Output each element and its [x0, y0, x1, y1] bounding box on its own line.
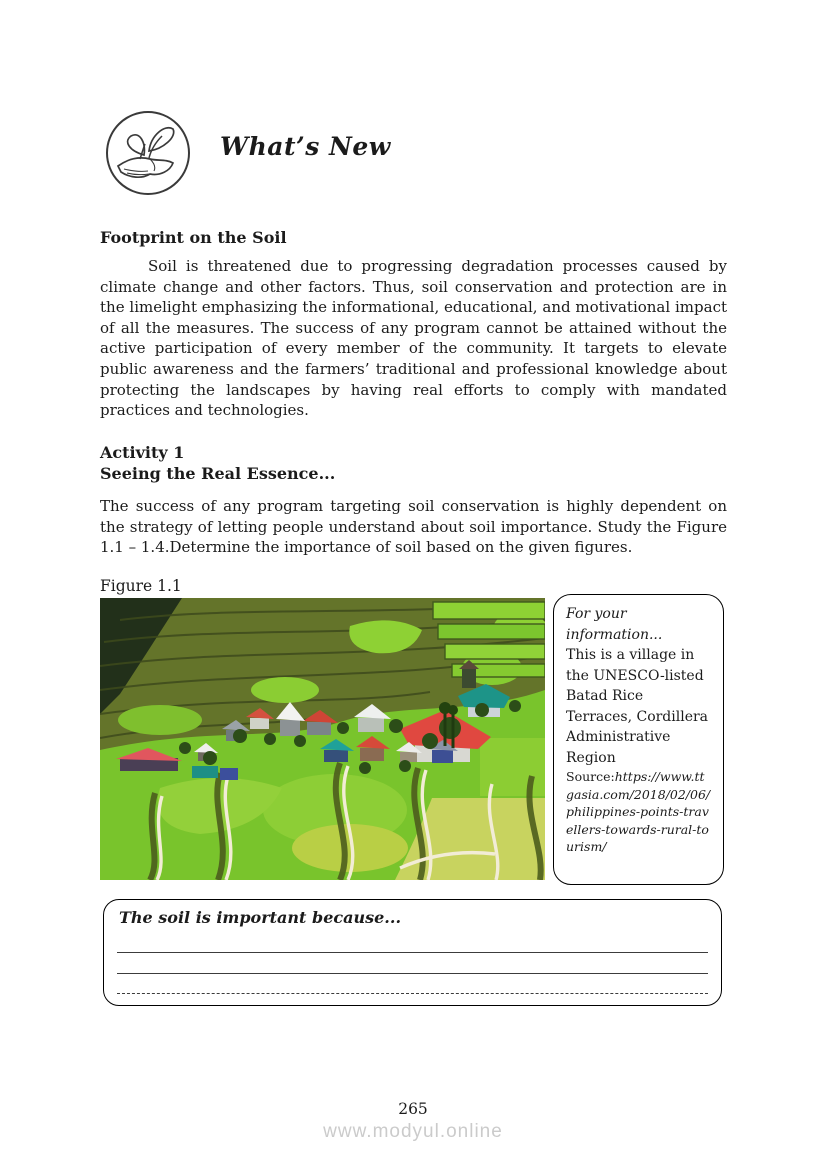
watermark: www.modyul.online	[323, 1121, 503, 1142]
answer-box	[103, 899, 722, 1006]
section-heading: Footprint on the Soil	[100, 228, 287, 247]
write-line	[117, 952, 708, 953]
info-box	[553, 594, 724, 885]
info-box-title: For your information...	[566, 606, 663, 643]
info-box-source	[566, 768, 711, 856]
activity-paragraph: The success of any program targeting soil conservation is highly dependent on the strategy of letting people understand about soil importance. Study the Figure 1.1 – 1.4.Determine the importance of soil based on the given figures.	[100, 497, 727, 557]
figure-image	[100, 598, 545, 880]
hand-holding-sprout-icon	[104, 109, 192, 197]
write-line	[117, 973, 708, 974]
page-number: 265	[398, 1100, 428, 1118]
activity-label: Activity 1	[100, 443, 185, 462]
intro-paragraph: Soil is threatened due to progressing degradation processes caused by climate change and other factors. Thus, soil conservation and protection are in the limelight emphasizing the informational, educational, and motivational impact of all the measures. The success of any program cannot be attained without the active participation of every member of the community. It targets to elevate public awareness and the farmers’ traditional and professional knowledge about protecting the landscapes by having real efforts to comply with mandated practices and technologies.	[100, 257, 727, 420]
activity-title: Seeing the Real Essence...	[100, 464, 336, 483]
source-label: Source:	[566, 769, 615, 784]
answer-prompt: The soil is important because...	[119, 908, 402, 927]
write-line	[117, 993, 708, 994]
info-box-body: This is a village in the UNESCO-listed Batad Rice Terraces, Cordillera Administrative Region	[566, 647, 709, 766]
figure-label: Figure 1.1	[100, 577, 182, 595]
page-title: What’s New	[220, 132, 391, 161]
source-url: https://www.ttgasia.com/2018/02/06/philippines-points-travellers-towards-rural-tourism/	[566, 769, 711, 854]
